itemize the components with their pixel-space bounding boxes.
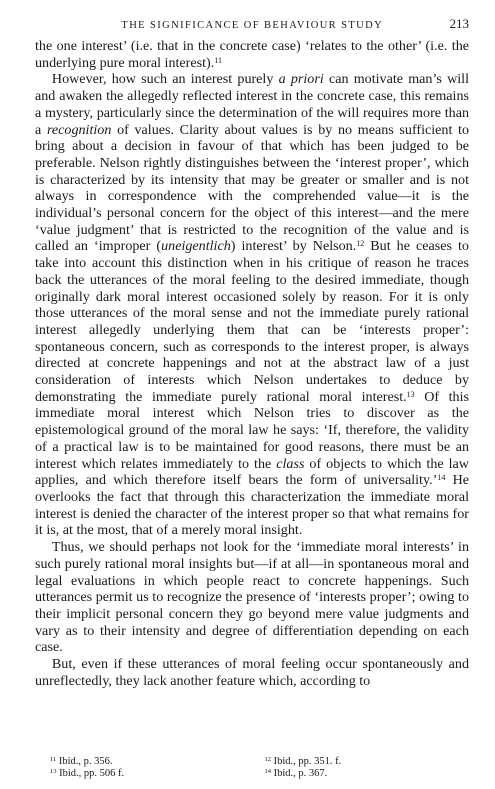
page-header xyxy=(35,16,469,38)
footnote-number: 12 xyxy=(264,755,271,763)
footnotes xyxy=(50,756,469,780)
paragraph-text: Of this immediate moral interest which Nelson tries to discover as the epistemological ground of the moral law he says: ‘If, therefore, the validity of a practical law is to be maintained for good reasons, there must be an interest which relates immediately to the xyxy=(35,388,469,472)
italic-text: class xyxy=(276,455,305,472)
paragraph xyxy=(35,539,469,656)
footnote xyxy=(265,768,470,780)
paragraph-text: of values. Clarity about values is by no means sufficient to bring about a decision in favour of that which has been judged to be preferable. Nelson rightly distinguishes between the ‘interest proper’, which is characterized by its intensity that may be greater or smaller and is not always in correspondence with the comprehended value—it is the individual’s personal concern for the object of this interest—and the mere ‘value judgment’ that is restricted to the recognition of the value and is called an ‘improper ( xyxy=(35,121,470,255)
footnote xyxy=(50,768,255,780)
paragraph-text: But, even if these utterances of moral feeling occur spontaneously and unreflectedly, they lack another feature which, according to xyxy=(35,656,469,689)
paragraph-text: He overlooks the fact that through this characterization the immediate moral interest is denied the character of the interest proper so that what remains for it is, at the most, that of a merely moral insight. xyxy=(35,472,469,539)
footnote-ref: 13 xyxy=(406,389,415,399)
footnote-ref: 12 xyxy=(356,239,365,249)
footnote-text: Ibid., pp. 506 f. xyxy=(56,768,125,779)
running-head: THE SIGNIFICANCE OF BEHAVIOUR STUDY xyxy=(121,20,384,31)
footnote-ref: 11 xyxy=(214,55,222,65)
paragraph-text: can motivate man’s will and awaken the allegedly reflected interest in the concrete case, this remains a mystery, particularly since the determination of the will requires more than a xyxy=(35,71,469,138)
paragraph-text: However, how such an interest purely xyxy=(51,71,279,88)
paragraph xyxy=(35,71,469,539)
footnote-number: 14 xyxy=(264,767,271,775)
footnote xyxy=(50,756,255,768)
italic-text: recognition xyxy=(46,121,112,138)
paragraph-text: the one interest’ (i.e. that in the concrete case) ‘relates to the other’ (i.e. the underlying pure moral interest). xyxy=(35,38,469,71)
footnote-ref: 14 xyxy=(437,473,446,483)
footnote-text: Ibid., pp. 351. f. xyxy=(271,756,342,767)
paragraph xyxy=(35,656,469,689)
footnote-number: 13 xyxy=(50,767,57,775)
footnote xyxy=(265,756,470,768)
footnote-text: Ibid., p. 356. xyxy=(56,756,113,767)
paragraph-text: of objects to which the law applies, and which therefore itself bears the form of universality.’ xyxy=(35,455,469,489)
footnote-number: 11 xyxy=(50,755,57,763)
italic-text: uneigentlich xyxy=(161,238,231,255)
body-text xyxy=(35,38,469,689)
page-number: 213 xyxy=(449,16,469,31)
italic-text: a priori xyxy=(278,71,324,88)
paragraph-text: But he ceases to take into account this distinction when in his critique of reason he traces back the utterances of the moral feeling to the desired immediate, though originally dark moral interest occasioned solely by reason. For it is only those utterances of the moral sense and not the immediate purely rational interest allegedly underlying them that can be ‘interests proper’: spontaneous concern, such as corresponds to the interest proper, is always directed at concrete happenings and not at the abstract law of a just consideration of interests which Nelson undertakes to deduce by demonstrating the immediate purely rational moral interest. xyxy=(35,238,469,405)
paragraph xyxy=(35,38,469,71)
paragraph-text: Thus, we should perhaps not look for the ‘immediate moral interests’ in such purely rational moral insights but—if at all—in spontaneous moral and legal evaluations in which people react to concrete happenings. Such utterances permit us to recognize the presence of ‘interests proper’; owing to their implicit personal concern they go beyond mere value judgments and vary as to their intensity and degree of differentiation depending on each case. xyxy=(35,539,469,656)
footnote-text: Ibid., p. 367. xyxy=(271,768,328,779)
paragraph-text: ) interest’ by Nelson. xyxy=(230,238,357,255)
